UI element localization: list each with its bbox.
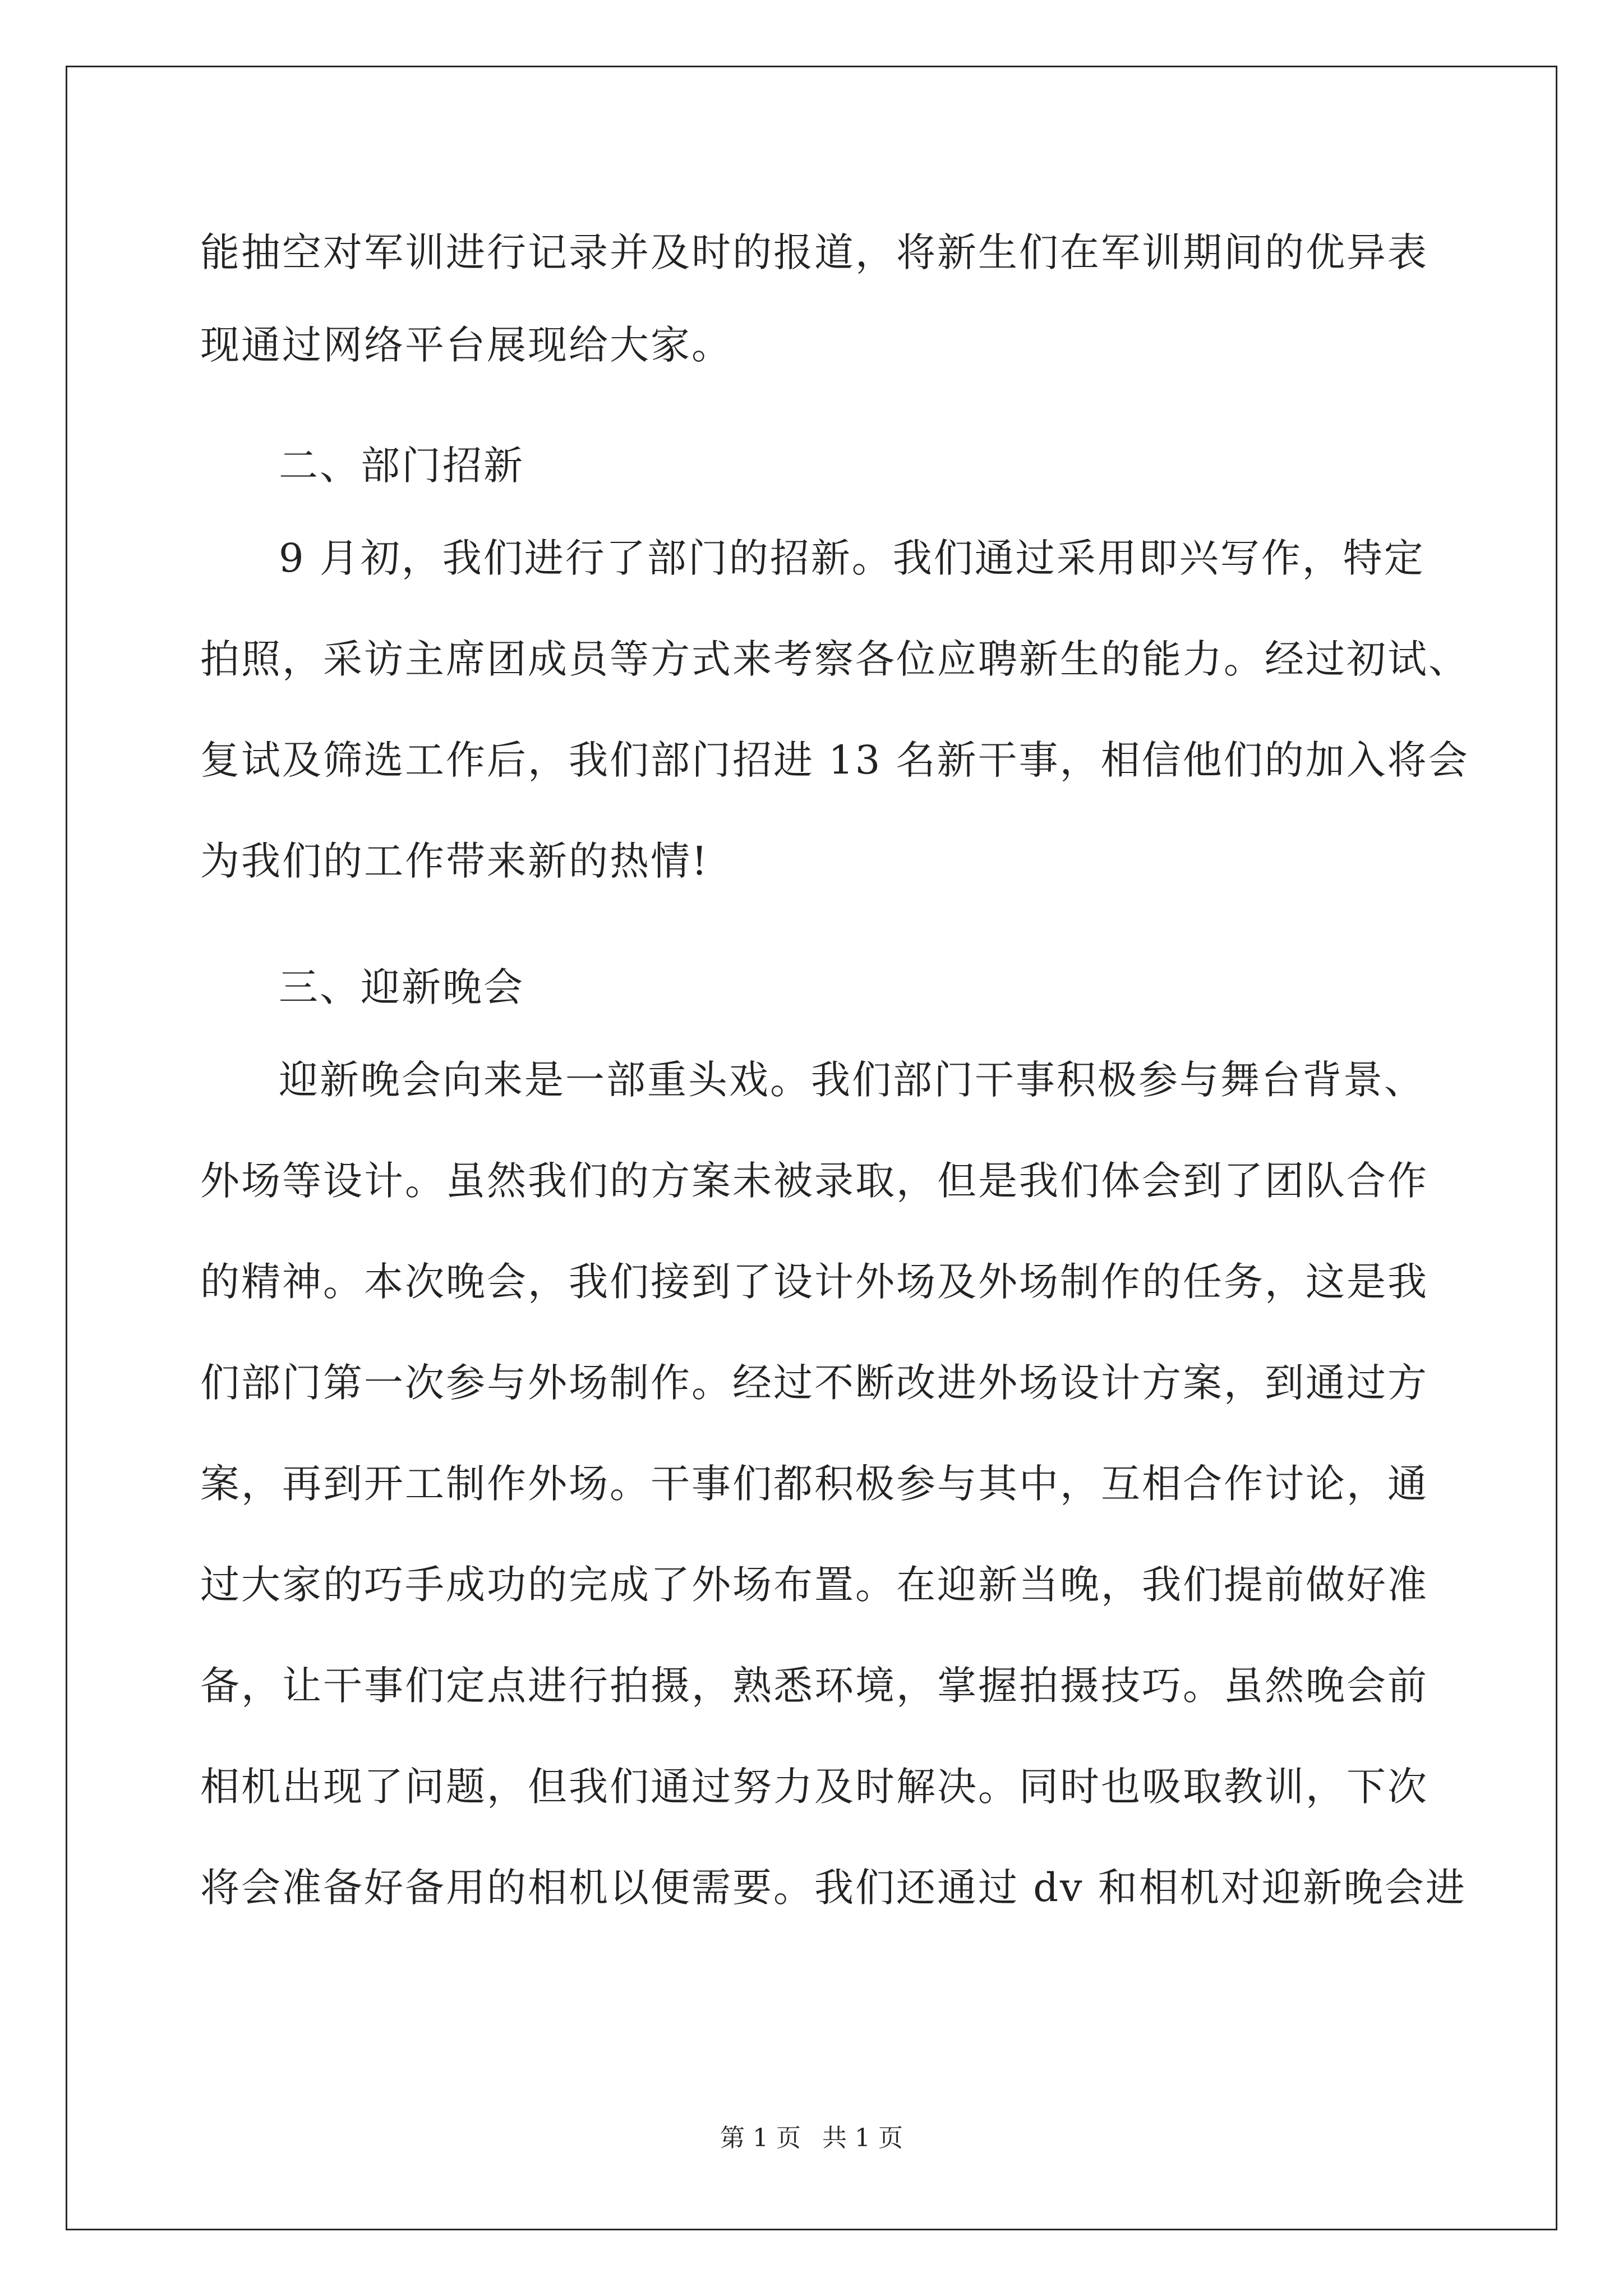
section-heading-welcome-party: 三、迎新晚会 <box>279 964 524 1010</box>
body-line: 将会准备好备用的相机以便需要。我们还通过 dv 和相机对迎新晚会进 <box>200 1865 1467 1911</box>
section-heading-recruitment: 二、部门招新 <box>279 443 524 489</box>
page-footer <box>0 2122 1623 2155</box>
body-line: 案，再到开工制作外场。干事们都积极参与其中，互相合作讨论，通 <box>200 1461 1428 1507</box>
body-line: 拍照，采访主席团成员等方式来考察各位应聘新生的能力。经过初试、 <box>200 636 1469 682</box>
body-line: 迎新晚会向来是一部重头戏。我们部门干事积极参与舞台背景、 <box>279 1057 1425 1103</box>
body-line: 相机出现了问题，但我们通过努力及时解决。同时也吸取教训，下次 <box>200 1764 1428 1810</box>
body-line: 备，让干事们定点进行拍摄，熟悉环境，掌握拍摄技巧。虽然晚会前 <box>200 1663 1428 1709</box>
body-line: 9 月初，我们进行了部门的招新。我们通过采用即兴写作，特定 <box>279 535 1425 581</box>
body-line: 为我们的工作带来新的热情! <box>200 838 709 884</box>
body-line: 外场等设计。虽然我们的方案未被录取，但是我们体会到了团队合作 <box>200 1158 1428 1204</box>
page-number-current: 第 1 页 <box>720 2124 801 2152</box>
body-line: 现通过网络平台展现给大家。 <box>200 322 732 368</box>
body-line: 们部门第一次参与外场制作。经过不断改进外场设计方案，到通过方 <box>200 1360 1428 1406</box>
body-line: 复试及筛选工作后，我们部门招进 13 名新干事，相信他们的加入将会 <box>200 737 1469 783</box>
body-line: 的精神。本次晚会，我们接到了设计外场及外场制作的任务，这是我 <box>200 1259 1428 1305</box>
body-line: 能抽空对军训进行记录并及时的报道，将新生们在军训期间的优异表 <box>200 229 1428 275</box>
page-number-total: 共 1 页 <box>822 2124 903 2152</box>
body-line: 过大家的巧手成功的完成了外场布置。在迎新当晚，我们提前做好准 <box>200 1562 1428 1608</box>
